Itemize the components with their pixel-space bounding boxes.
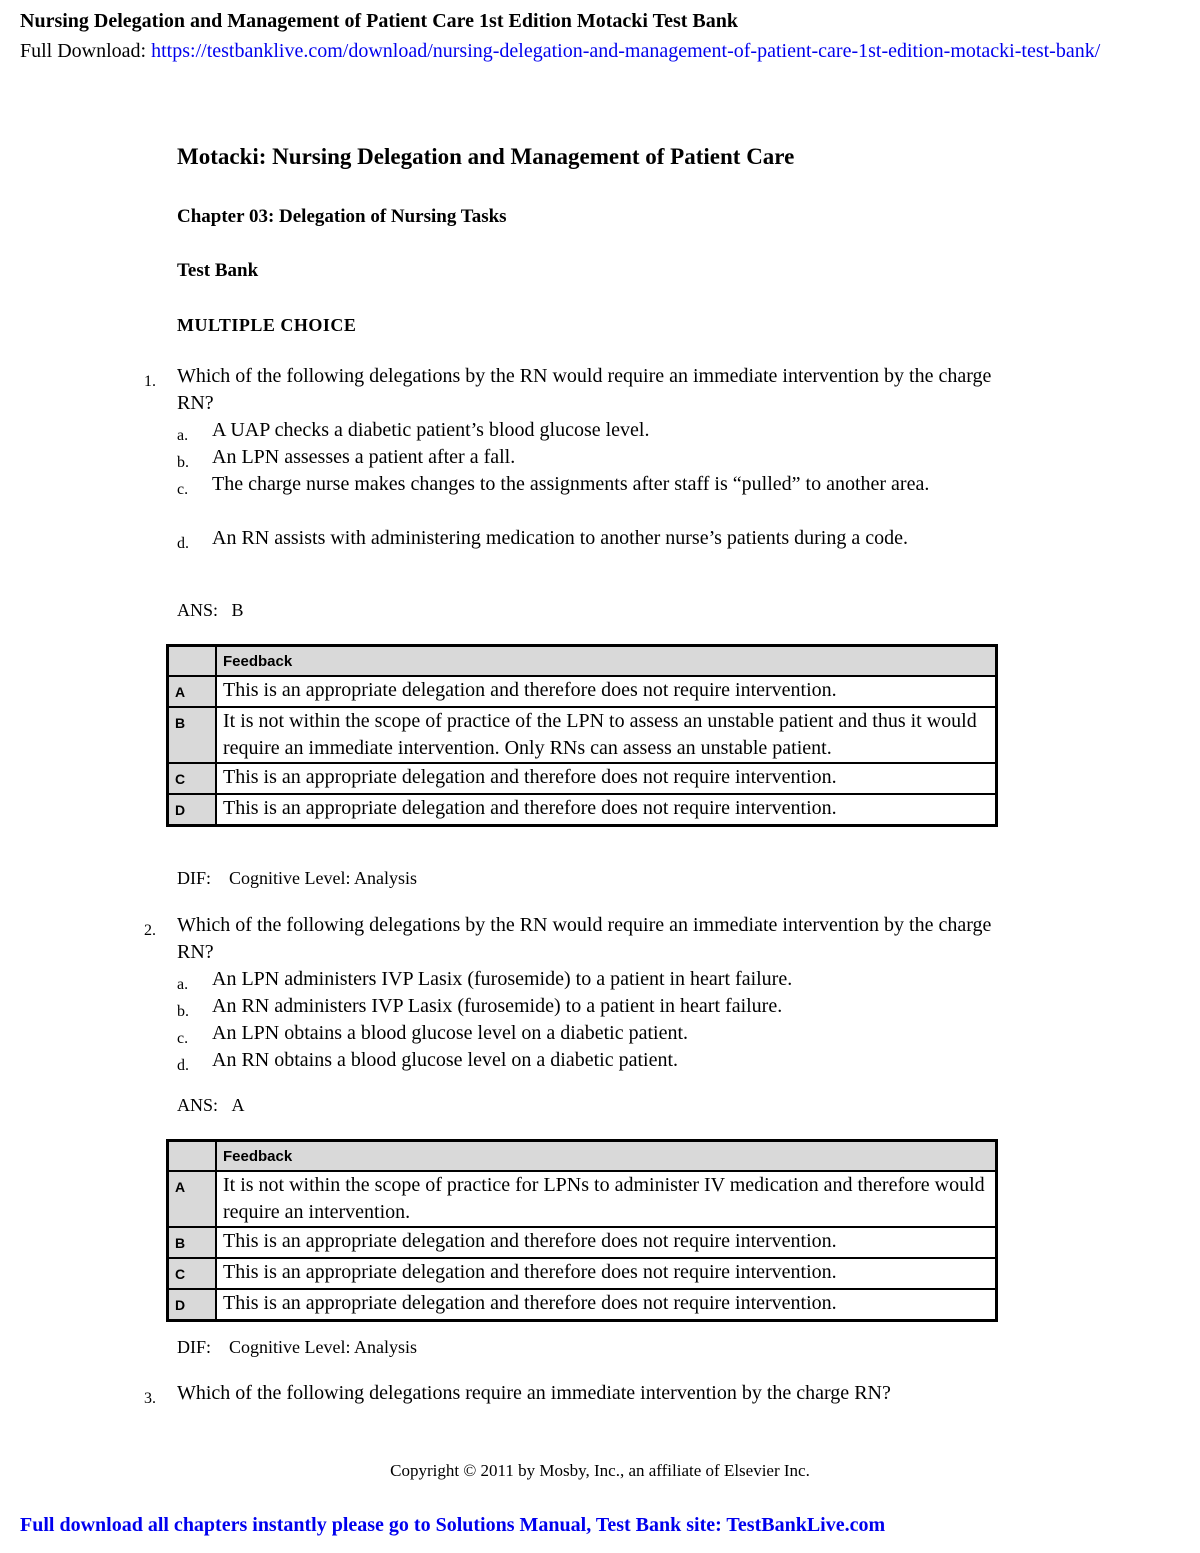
option-text: An LPN administers IVP Lasix (furosemide) to a patient in heart failure. — [212, 968, 793, 990]
feedback-table — [166, 1139, 998, 1322]
feedback-row — [168, 1171, 997, 1227]
feedback-key: A — [168, 676, 217, 707]
feedback-row — [168, 707, 997, 763]
option-text: An RN administers IVP Lasix (furosemide) to a patient in heart failure. — [212, 995, 783, 1017]
feedback-key: C — [168, 763, 217, 794]
question-text: Which of the following delegations by the RN would require an immediate intervention by the charge RN? — [177, 365, 992, 414]
feedback-key: D — [168, 794, 217, 826]
option-letter: a. — [177, 427, 189, 444]
feedback-row — [168, 676, 997, 707]
banner-title: Nursing Delegation and Management of Patient Care 1st Edition Motacki Test Bank — [20, 10, 738, 32]
option-letter: a. — [177, 976, 189, 993]
answer-line: ANS: B — [177, 600, 244, 620]
question-number: 1. — [144, 373, 156, 390]
chapter-title: Chapter 03: Delegation of Nursing Tasks — [177, 206, 507, 227]
option-text: The charge nurse makes changes to the assignments after staff is “pulled” to another area. — [212, 473, 930, 495]
option-letter: d. — [177, 535, 189, 552]
option-text: An LPN assesses a patient after a fall. — [212, 446, 516, 468]
feedback-row — [168, 794, 997, 826]
option-letter: b. — [177, 1003, 189, 1020]
option-letter: c. — [177, 1030, 189, 1047]
feedback-text: This is an appropriate delegation and therefore does not require intervention. — [216, 794, 997, 826]
document-subtitle: Test Bank — [177, 260, 259, 281]
option-text: An RN obtains a blood glucose level on a diabetic patient. — [212, 1049, 678, 1071]
document-title: Motacki: Nursing Delegation and Management of Patient Care — [177, 144, 795, 169]
feedback-text: This is an appropriate delegation and therefore does not require intervention. — [216, 1258, 997, 1289]
feedback-row — [168, 1258, 997, 1289]
feedback-text: This is an appropriate delegation and therefore does not require intervention. — [216, 1227, 997, 1258]
feedback-header: Feedback — [216, 646, 997, 677]
feedback-text: This is an appropriate delegation and therefore does not require intervention. — [216, 676, 997, 707]
download-link[interactable]: https://testbanklive.com/download/nursing-delegation-and-management-of-patient-care-1st-edition-motacki-test-bank/ — [151, 40, 1101, 62]
feedback-key: C — [168, 1258, 217, 1289]
section-heading: MULTIPLE CHOICE — [177, 315, 357, 335]
download-line — [20, 40, 1100, 63]
feedback-key: B — [168, 707, 217, 763]
feedback-header: Feedback — [216, 1141, 997, 1172]
difficulty-line: DIF: Cognitive Level: Analysis — [177, 1337, 417, 1357]
question-number: 2. — [144, 922, 156, 939]
feedback-row — [168, 1289, 997, 1321]
feedback-key: B — [168, 1227, 217, 1258]
option-text: An RN assists with administering medication to another nurse’s patients during a code. — [212, 527, 908, 549]
feedback-text: It is not within the scope of practice for LPNs to administer IV medication and therefore would require an intervention. — [216, 1171, 997, 1227]
feedback-header-key — [168, 1141, 217, 1172]
footer-promo-link[interactable]: Full download all chapters instantly please go to Solutions Manual, Test Bank site: TestBankLive.com — [20, 1514, 886, 1536]
answer-line: ANS: A — [177, 1095, 245, 1115]
download-label: Full Download: — [20, 40, 152, 62]
feedback-text: This is an appropriate delegation and therefore does not require intervention. — [216, 1289, 997, 1321]
option-text: An LPN obtains a blood glucose level on a diabetic patient. — [212, 1022, 688, 1044]
feedback-text: This is an appropriate delegation and therefore does not require intervention. — [216, 763, 997, 794]
option-text: A UAP checks a diabetic patient’s blood glucose level. — [212, 419, 650, 441]
feedback-table — [166, 644, 998, 827]
difficulty-line: DIF: Cognitive Level: Analysis — [177, 868, 417, 888]
feedback-text: It is not within the scope of practice of the LPN to assess an unstable patient and thus it would require an immediate intervention. Only RNs can assess an unstable patient. — [216, 707, 997, 763]
feedback-row — [168, 1227, 997, 1258]
question-text: Which of the following delegations by the RN would require an immediate intervention by the charge RN? — [177, 914, 992, 963]
feedback-header-key — [168, 646, 217, 677]
option-letter: b. — [177, 454, 189, 471]
option-letter: d. — [177, 1057, 189, 1074]
feedback-key: A — [168, 1171, 217, 1227]
question-text: Which of the following delegations require an immediate intervention by the charge RN? — [177, 1382, 891, 1404]
option-letter: c. — [177, 481, 189, 498]
feedback-row — [168, 763, 997, 794]
copyright-notice: Copyright © 2011 by Mosby, Inc., an affiliate of Elsevier Inc. — [390, 1461, 810, 1480]
feedback-key: D — [168, 1289, 217, 1321]
question-number: 3. — [144, 1390, 156, 1407]
